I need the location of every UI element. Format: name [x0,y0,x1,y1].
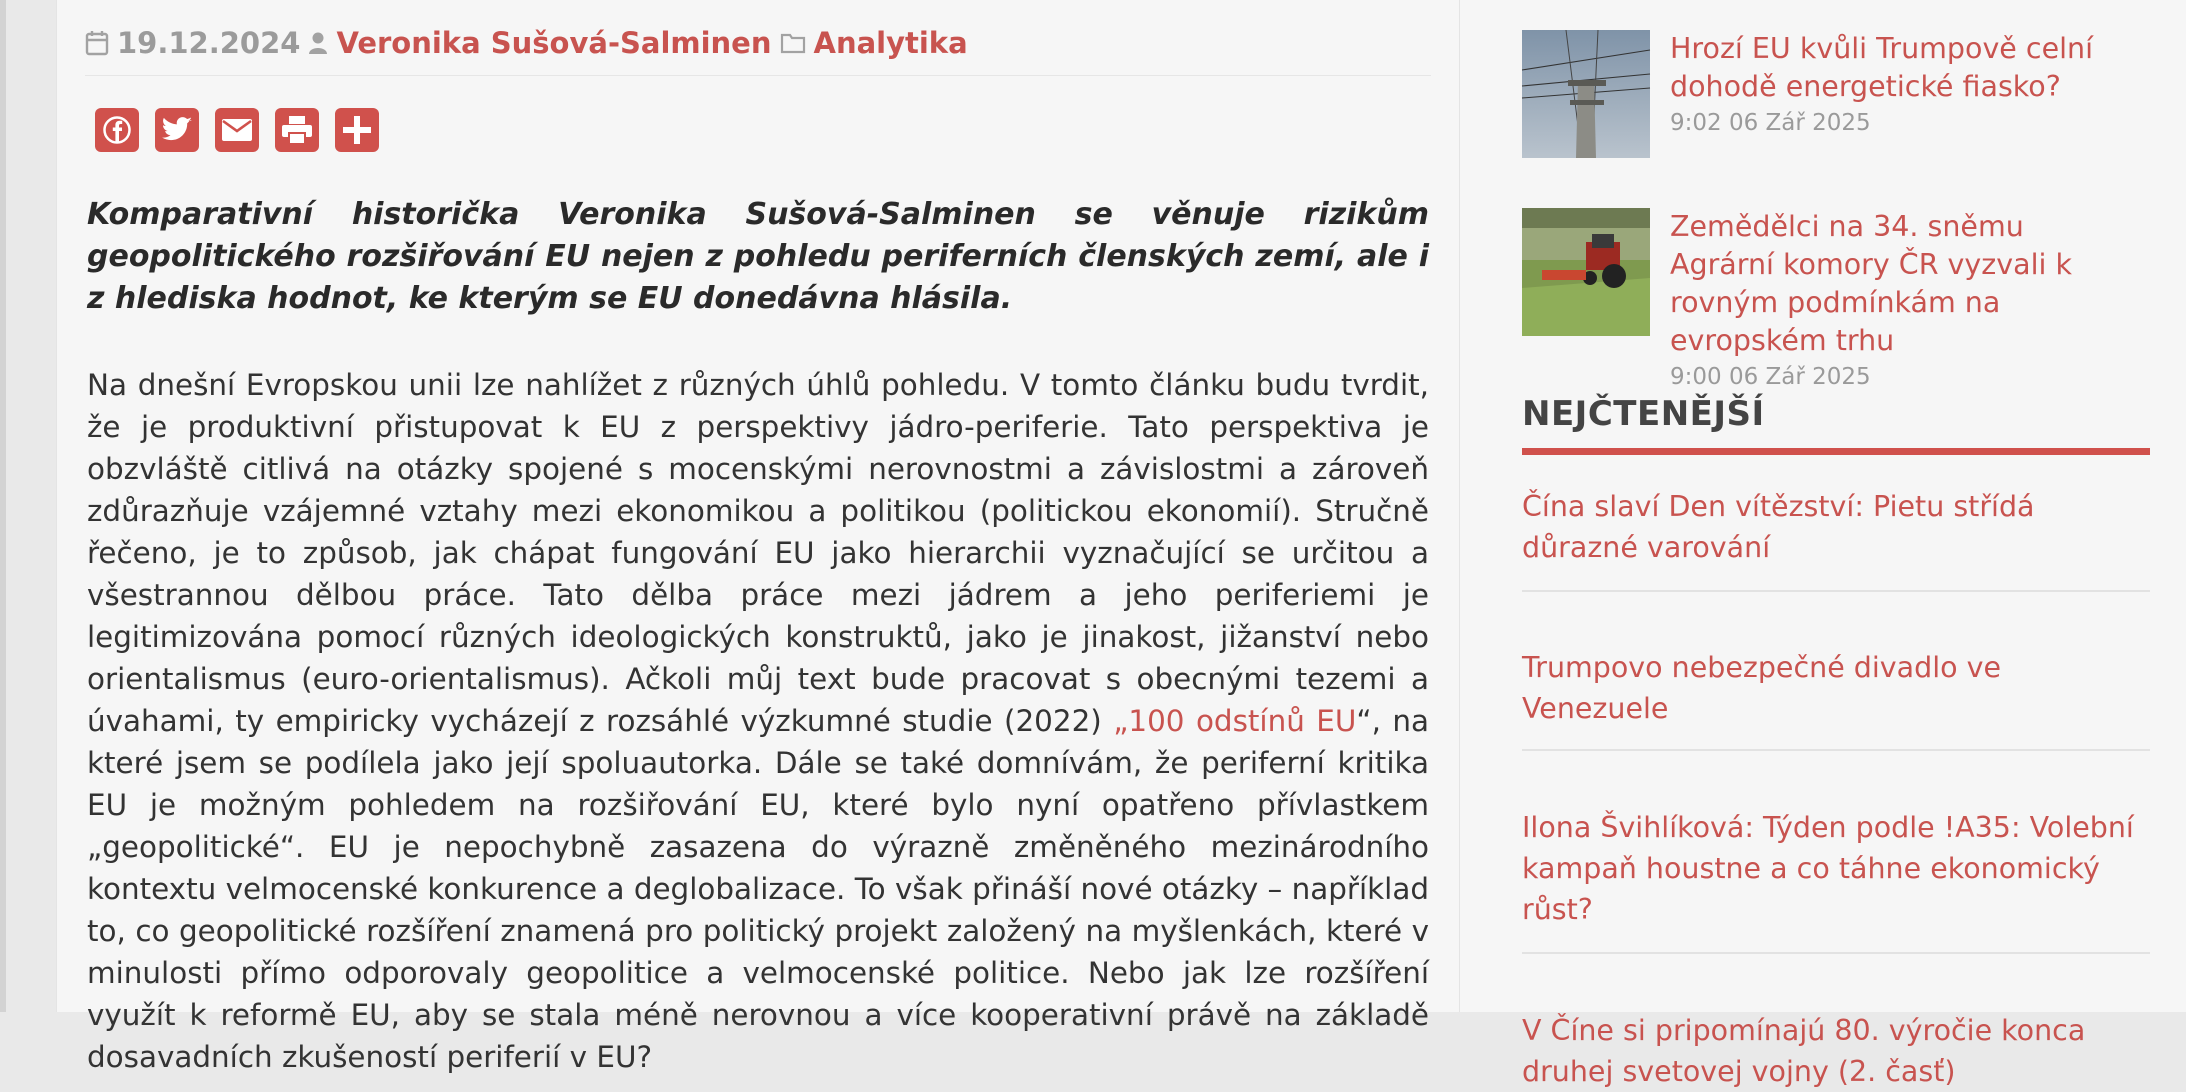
email-share-button[interactable] [215,108,259,152]
article-body-text-continued: “, na které jsem se podílela jako její spoluautorka. Dále se také domnívám, že periferní kritika EU je možným pohledem na rozšiřování EU, které bylo nyní opatřeno přívlastkem „geopolitické“. EU je nepochybně zasazena do výrazně změněného mezinárodního kontextu velmocenské konkurence a deglobalizace. To však přináší nové otázky – například to, co geopolitické rozšíření znamená pro politický projekt založený na myšlenkách, které v minulosti přímo odporovaly geopolitice a velmocenské politice. Nebo jak lze rozšíření využít k reformě EU, aby se stala méně nerovnou a více kooperativní právě na základě dosavadních zkušeností periferií v EU? [87,704,1429,1074]
tractor-photo[interactable] [1522,208,1650,336]
plus-icon [342,115,372,145]
user-icon [308,31,328,55]
sidebar [1460,0,2186,1088]
news-item[interactable] [1522,30,2122,158]
article-body [87,364,1429,1078]
list-item[interactable]: Ilona Švihlíková: Týden podle !A35: Volební kampaň houstne a co táhne ekonomický růst? [1522,811,2134,926]
list-item[interactable]: V Číne si pripomínajú 80. výročie konca druhej svetovej vojny (2. časť) [1522,1014,2086,1088]
most-read-list [1522,486,2150,1092]
share-buttons [95,108,379,152]
article-body-text: Na dnešní Evropskou unii lze nahlížet z různých úhlů pohledu. V tomto článku budu tvrdit, že je produktivní přistupovat k EU z perspektivy jádro-periferie. Tato perspektiva je obzvláště citlivá na otázky spojené s mocenskými nerovnostmi a závislostmi a zároveň zdůrazňuje vzájemné vztahy mezi ekonomikou a politikou (politickou ekonomií). Stručně řečeno, je to způsob, jak chápat fungování EU jako hierarchii vyznačující se určitou a všestrannou dělbou práce. Tato dělba práce mezi jádrem a jeho periferiemi je legitimizována pomocí různých ideologických konstruktů, jako je jinakost, jižanství nebo orientalismus (euro-orientalismus). Ačkoli můj text bude pracovat s obecnými tezemi a úvahami, ty empiricky vycházejí z rozsáhlé výzkumné studie (2022) [87,368,1429,738]
news-time: 9:02 06 Zář 2025 [1670,110,1871,136]
print-share-button[interactable] [275,108,319,152]
more-share-button[interactable] [335,108,379,152]
category-link[interactable]: Analytika [813,25,968,60]
news-text [1670,208,2122,390]
calendar-icon [85,30,109,56]
list-item[interactable]: Trumpovo nebezpečné divadlo ve Venezuele [1522,651,2002,725]
news-time: 9:00 06 Zář 2025 [1670,364,1871,390]
heading-underline [1522,448,2150,455]
power-line-photo[interactable] [1522,30,1650,158]
email-icon [221,118,253,142]
study-link[interactable]: „100 odstínů EU [1113,704,1357,738]
left-edge [0,0,6,1012]
news-text [1670,30,2122,158]
news-title[interactable]: Zemědělci na 34. sněmu Agrární komory ČR vyzvali k rovným podmínkám na evropském trhu [1670,210,2072,357]
article-lead: Komparativní historička Veronika Sušová-Salminen se věnuje rizikům geopolitického rozšiřování EU nejen z pohledu periferních členských zemí, ale i z hlediska hodnot, ke kterým se EU donedávna hlásila. [87,197,1429,316]
print-icon [281,115,313,145]
facebook-share-button[interactable] [95,108,139,152]
most-read-heading: NEJČTENĚJŠÍ [1522,394,1765,434]
folder-icon [780,32,806,54]
article-column [56,0,1460,1074]
list-item[interactable]: Čína slaví Den vítězství: Pietu střídá důrazné varování [1522,490,2035,564]
news-item[interactable] [1522,208,2122,390]
divider [1522,590,2150,592]
article-meta [85,20,1431,76]
twitter-icon [161,116,193,144]
author-link[interactable]: Veronika Sušová-Salminen [336,25,772,60]
divider [1522,952,2150,954]
twitter-share-button[interactable] [155,108,199,152]
facebook-icon [102,115,132,145]
article-date: 19.12.2024 [117,25,301,60]
news-title[interactable]: Hrozí EU kvůli Trumpově celní dohodě energetické fiasko? [1670,32,2094,103]
divider [1522,749,2150,751]
